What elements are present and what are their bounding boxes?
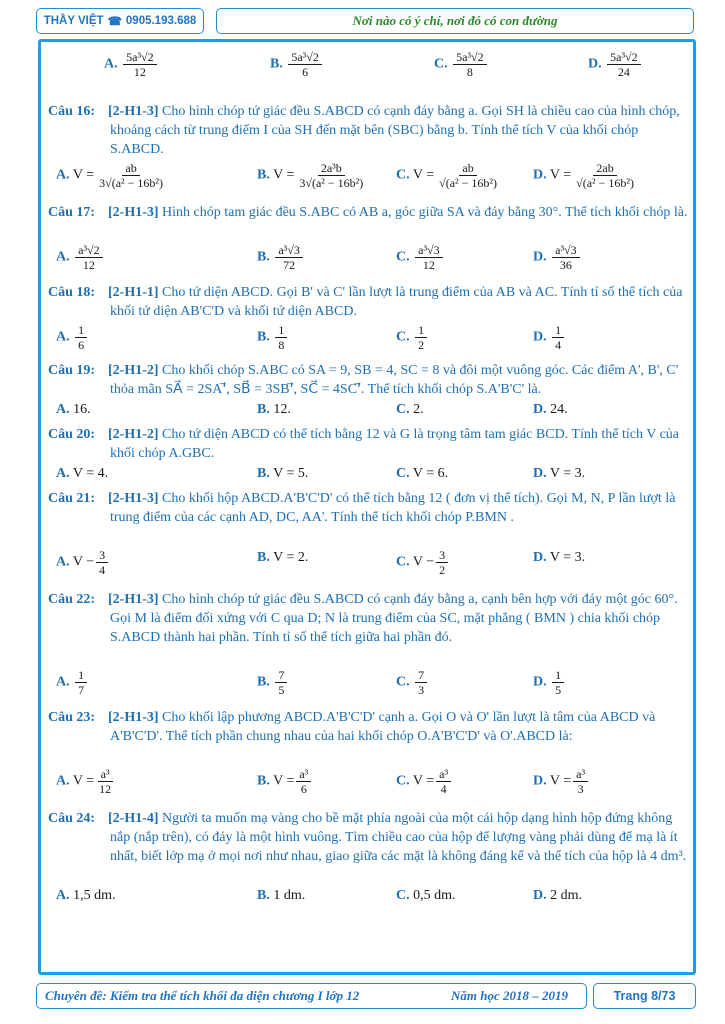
option-fraction	[573, 767, 588, 796]
answer-option	[533, 548, 585, 567]
answer-option	[533, 886, 582, 905]
option-fraction	[552, 323, 564, 352]
option-label: B.	[257, 466, 270, 481]
option-label: D.	[533, 167, 547, 183]
answer-option	[104, 50, 159, 79]
question-block	[48, 361, 688, 421]
answer-option	[533, 668, 566, 697]
option-value: V =	[549, 773, 572, 789]
option-fraction	[275, 323, 287, 352]
option-fraction	[415, 243, 443, 272]
answer-options	[48, 885, 688, 907]
question-text: Người ta muốn mạ vàng cho bề mặt phía ngoài của một cái hộp dạng hình hộp đứng không nắp (nắp trên), có đáy là một hình vuông. Tìm chiều cao của hộp để lượng vàng phải dùng để mạ là ít nhất, biết lớp mạ ở mọi nơi như nhau, giao giữa các mặt là không đáng kể và thể tích của hộp là 4 dm³.	[110, 811, 687, 864]
option-value: 24.	[550, 402, 568, 417]
question-block	[48, 708, 688, 805]
option-label: A.	[56, 329, 70, 345]
answer-option	[533, 767, 590, 796]
fraction-numerator: ab	[459, 161, 476, 176]
answer-option	[396, 243, 445, 272]
page-number: Trang 8/73	[613, 989, 676, 1003]
option-value: 2 dm.	[550, 888, 583, 903]
option-value: V =	[273, 167, 295, 183]
answer-option	[257, 400, 291, 419]
fraction-numerator: 3	[96, 548, 108, 563]
answer-options	[48, 159, 688, 199]
option-label: B.	[257, 773, 270, 789]
option-value: V = 2.	[273, 550, 309, 565]
answer-option	[257, 548, 308, 567]
fraction-numerator: 5a³√2	[123, 50, 157, 65]
answer-option	[533, 161, 639, 190]
question-tag: [2-H1-2]	[108, 363, 159, 378]
answer-option	[56, 548, 110, 577]
option-label: D.	[533, 550, 547, 565]
option-label: D.	[533, 773, 547, 789]
answer-options	[48, 321, 688, 357]
option-label: B.	[257, 674, 270, 690]
option-label: B.	[257, 167, 270, 183]
fraction-denominator: 12	[82, 258, 95, 272]
option-fraction	[573, 161, 637, 190]
question-text: Cho khối chóp S.ABC có SA = 9, SB = 4, SC = 8 và đôi một vuông góc. Các điểm A', B', C' thỏa mãn SA⃗ = 2SA'⃗, SB⃗ = 3SB'⃗, SC⃗ = 4SC'⃗. Thể tích khối chóp S.A'B'C' là.	[110, 363, 679, 397]
question-text: Cho khối hộp ABCD.A'B'C'D' có thể tích bằng 12 ( đơn vị thể tích). Gọi M, N, P lần lượt là trung điểm của các cạnh AD, DC, AA'. Tính thể tích khối chóp P.BMN .	[110, 491, 676, 525]
question-text: Cho hình chóp tứ giác đều S.ABCD có cạnh đáy bằng a. Gọi SH là chiều cao của hình chóp, khoảng cách từ trung điểm I của SH đến mặt bên (SBC) bằng b. Tính thể tích V của khối chóp S.ABCD.	[110, 104, 680, 157]
question-block	[48, 809, 688, 907]
option-label: B.	[257, 329, 270, 345]
option-value: V = 3.	[549, 466, 586, 481]
option-value: V =	[72, 773, 95, 789]
option-value: V = 3.	[549, 550, 586, 565]
option-label: B.	[257, 249, 270, 265]
option-fraction	[275, 668, 287, 697]
answer-option	[257, 668, 289, 697]
fraction-denominator: 4	[555, 338, 562, 352]
question-stem	[48, 283, 688, 321]
fraction-denominator: 7	[78, 683, 85, 697]
answer-option	[56, 886, 116, 905]
fraction-denominator: 3	[418, 683, 425, 697]
fraction-numerator: a³	[436, 767, 451, 782]
fraction-numerator: 7	[415, 668, 427, 683]
fraction-denominator: 12	[99, 782, 112, 796]
question-block	[48, 489, 688, 586]
page-number-box	[593, 983, 696, 1009]
author-badge	[36, 8, 204, 34]
option-value: 0,5 dm.	[413, 888, 456, 903]
fraction-denominator: √(a² − 16b²)	[439, 176, 498, 190]
fraction-denominator: 24	[617, 65, 630, 79]
option-label: A.	[56, 466, 70, 481]
answer-option	[533, 464, 585, 483]
option-label: C.	[396, 329, 410, 345]
option-fraction	[453, 50, 487, 79]
fraction-denominator: 3	[577, 782, 584, 796]
fraction-numerator: 1	[415, 323, 427, 338]
option-label: C.	[396, 402, 410, 417]
answer-option	[396, 400, 424, 419]
fraction-numerator: 2a³b	[318, 161, 345, 176]
answer-option	[56, 767, 116, 796]
fraction-numerator: a³	[296, 767, 311, 782]
question-stem	[48, 708, 688, 765]
question-block	[48, 590, 688, 704]
question-stem	[48, 203, 688, 241]
option-fraction	[96, 161, 166, 190]
question-number: Câu 17:	[48, 205, 96, 220]
footer-topic: Chuyên đề: Kiểm tra thể tích khối đa diện chương I lớp 12	[45, 988, 360, 1003]
author-phone: 0905.193.688	[125, 15, 197, 27]
fraction-numerator: 5a³√2	[453, 50, 487, 65]
option-label: C.	[396, 167, 410, 183]
answer-option	[533, 400, 568, 419]
fraction-denominator: 6	[302, 65, 309, 79]
question-tag: [2-H1-3]	[108, 710, 159, 725]
question-block	[48, 203, 688, 279]
answer-option	[396, 161, 502, 190]
question-block	[48, 425, 688, 485]
previous-question-options	[48, 44, 688, 92]
question-block	[48, 283, 688, 357]
question-text: Hình chóp tam giác đều S.ABC có AB a, góc giữa SA và đáy bằng 30°. Thể tích khối chóp là.	[162, 205, 688, 220]
option-value: V −	[412, 554, 435, 570]
option-fraction	[75, 323, 87, 352]
question-tag: [2-H1-2]	[108, 427, 159, 442]
option-label: A.	[56, 167, 70, 183]
option-fraction	[296, 161, 366, 190]
fraction-denominator: 72	[283, 258, 296, 272]
option-label: A.	[56, 249, 70, 265]
option-value: V =	[412, 773, 435, 789]
fraction-denominator: 3√(a² − 16b²)	[299, 176, 364, 190]
option-label: C.	[396, 466, 410, 481]
option-label: D.	[533, 888, 547, 903]
answer-options	[48, 241, 688, 279]
question-text: Cho tứ diện ABCD. Gọi B' và C' lần lượt là trung điểm của AB và AC. Tính tỉ số thể tích của khối tứ diện AB'C'D và khối tứ diện ABCD.	[110, 285, 683, 319]
option-value: 1 dm.	[273, 888, 306, 903]
question-tag: [2-H1-3]	[108, 205, 159, 220]
footer-topic-box	[36, 983, 587, 1009]
option-label: C.	[434, 56, 448, 72]
answer-option	[56, 464, 108, 483]
option-label: B.	[257, 888, 270, 903]
option-label: A.	[56, 554, 70, 570]
fraction-numerator: 3	[436, 548, 448, 563]
question-stem	[48, 809, 688, 885]
answer-option	[257, 767, 313, 796]
fraction-numerator: 5a³√2	[288, 50, 322, 65]
question-number: Câu 24:	[48, 811, 96, 826]
fraction-numerator: 1	[275, 323, 287, 338]
question-number: Câu 16:	[48, 104, 96, 119]
option-label: D.	[533, 402, 547, 417]
option-label: B.	[257, 402, 270, 417]
option-label: D.	[588, 56, 602, 72]
option-value: V =	[72, 167, 95, 183]
answer-option	[396, 668, 429, 697]
option-value: 2.	[413, 402, 424, 417]
option-fraction	[607, 50, 641, 79]
option-value: V = 6.	[412, 466, 449, 481]
question-stem	[48, 361, 688, 399]
question-number: Câu 21:	[48, 491, 96, 506]
fraction-numerator: 7	[275, 668, 287, 683]
answer-option	[56, 668, 89, 697]
answer-options	[48, 546, 688, 586]
question-number: Câu 18:	[48, 285, 96, 300]
option-label: A.	[104, 56, 118, 72]
option-label: C.	[396, 773, 410, 789]
question-tag: [2-H1-4]	[108, 811, 159, 826]
option-value: 12.	[273, 402, 291, 417]
answer-option	[257, 464, 308, 483]
question-text: Cho khối lập phương ABCD.A'B'C'D' cạnh a. Gọi O và O' lần lượt là tâm của ABCD và A'B'C'D'. Thể tích phần chung nhau của hai khối chóp O.A'B'C'D' và O'.ABCD là:	[110, 710, 656, 744]
answer-option	[533, 323, 566, 352]
fraction-numerator: a³√3	[415, 243, 443, 258]
answer-option	[56, 323, 89, 352]
question-tag: [2-H1-3]	[108, 491, 159, 506]
option-label: D.	[533, 329, 547, 345]
fraction-numerator: ab	[122, 161, 139, 176]
option-fraction	[96, 767, 114, 796]
question-block	[48, 102, 688, 199]
phone-icon: ☎	[107, 16, 122, 28]
fraction-numerator: a³√2	[75, 243, 103, 258]
answer-option	[270, 50, 324, 79]
option-label: A.	[56, 888, 70, 903]
answer-option	[533, 243, 582, 272]
answer-options	[48, 399, 688, 421]
fraction-denominator: 8	[466, 65, 473, 79]
fraction-numerator: 1	[552, 668, 564, 683]
option-fraction	[296, 767, 311, 796]
fraction-numerator: 1	[75, 323, 87, 338]
answer-option	[56, 243, 105, 272]
fraction-denominator: 2	[418, 338, 425, 352]
question-number: Câu 23:	[48, 710, 96, 725]
fraction-numerator: 2ab	[593, 161, 616, 176]
fraction-denominator: 6	[78, 338, 85, 352]
fraction-numerator: a³	[573, 767, 588, 782]
author-name: THẦY VIỆT	[43, 15, 104, 27]
fraction-denominator: 36	[559, 258, 572, 272]
answer-option	[257, 886, 305, 905]
answer-option	[396, 767, 453, 796]
answer-options	[48, 666, 688, 704]
option-label: A.	[56, 674, 70, 690]
answer-option	[257, 323, 289, 352]
motto-banner	[216, 8, 694, 34]
question-number: Câu 22:	[48, 592, 96, 607]
option-label: A.	[56, 402, 70, 417]
question-stem	[48, 590, 688, 666]
option-fraction	[552, 243, 580, 272]
fraction-denominator: 2	[439, 563, 446, 577]
question-tag: [2-H1-1]	[108, 285, 159, 300]
option-label: A.	[56, 773, 70, 789]
option-label: D.	[533, 249, 547, 265]
question-tag: [2-H1-3]	[108, 592, 159, 607]
question-stem	[48, 102, 688, 159]
fraction-numerator: 5a³√2	[607, 50, 641, 65]
option-fraction	[275, 243, 303, 272]
fraction-denominator: √(a² − 16b²)	[576, 176, 635, 190]
answer-options	[48, 463, 688, 485]
option-fraction	[288, 50, 322, 79]
option-label: B.	[270, 56, 283, 72]
fraction-denominator: 5	[278, 683, 285, 697]
answer-option	[396, 464, 448, 483]
question-tag: [2-H1-3]	[108, 104, 159, 119]
option-value: 1,5 dm.	[73, 888, 116, 903]
option-label: C.	[396, 249, 410, 265]
answer-option	[56, 161, 168, 190]
option-value: V −	[72, 554, 95, 570]
option-fraction	[415, 668, 427, 697]
fraction-numerator: 1	[75, 668, 87, 683]
option-fraction	[123, 50, 157, 79]
option-fraction	[436, 548, 448, 577]
answer-option	[257, 243, 305, 272]
answer-option	[396, 886, 456, 905]
option-value: V =	[273, 773, 295, 789]
question-stem	[48, 489, 688, 546]
motto-text: Nơi nào có ý chí, nơi đó có con đường	[352, 13, 558, 28]
option-value: 16.	[73, 402, 91, 417]
footer-year: Năm học 2018 – 2019	[451, 988, 568, 1003]
answer-options	[48, 765, 688, 805]
option-label: B.	[257, 550, 270, 565]
answer-option	[396, 323, 429, 352]
fraction-denominator: 6	[300, 782, 307, 796]
option-fraction	[75, 243, 103, 272]
fraction-numerator: a³√3	[275, 243, 303, 258]
option-label: D.	[533, 674, 547, 690]
answer-option	[588, 50, 643, 79]
option-label: C.	[396, 888, 410, 903]
answer-option	[396, 548, 450, 577]
question-list	[48, 44, 688, 907]
option-fraction	[415, 323, 427, 352]
fraction-denominator: 4	[99, 563, 106, 577]
fraction-denominator: 4	[440, 782, 447, 796]
option-value: V = 5.	[273, 466, 309, 481]
fraction-numerator: a³	[98, 767, 113, 782]
answer-option	[56, 400, 91, 419]
question-text: Cho tứ diện ABCD có thể tích bằng 12 và G là trọng tâm tam giác BCD. Tính thể tích V của khối chóp A.GBC.	[110, 427, 680, 461]
fraction-numerator: a³√3	[552, 243, 580, 258]
question-number: Câu 20:	[48, 427, 96, 442]
option-value: V =	[549, 167, 572, 183]
option-fraction	[75, 668, 87, 697]
fraction-numerator: 1	[552, 323, 564, 338]
answer-option	[257, 161, 368, 190]
option-value: V = 4.	[72, 466, 109, 481]
fraction-denominator: 3√(a² − 16b²)	[99, 176, 164, 190]
question-text: Cho hình chóp tứ giác đều S.ABCD có cạnh đáy bằng a, cạnh bên hợp với đáy một góc 60°. Gọi M là điểm đối xứng với C qua D; N là trung điểm của SC, mặt phẳng ( BMN ) chia khối chóp S.ABCD thành hai phần. Tính tỉ số thể tích giữa hai phần đó.	[110, 592, 678, 645]
option-value: V =	[412, 167, 435, 183]
fraction-denominator: 12	[422, 258, 435, 272]
option-fraction	[436, 161, 500, 190]
option-label: C.	[396, 554, 410, 570]
option-label: C.	[396, 674, 410, 690]
question-number: Câu 19:	[48, 363, 96, 378]
fraction-denominator: 12	[133, 65, 146, 79]
fraction-denominator: 5	[555, 683, 562, 697]
option-fraction	[552, 668, 564, 697]
option-fraction	[436, 767, 451, 796]
question-stem	[48, 425, 688, 463]
answer-option	[434, 50, 489, 79]
option-fraction	[96, 548, 108, 577]
option-label: D.	[533, 466, 547, 481]
fraction-denominator: 8	[278, 338, 285, 352]
